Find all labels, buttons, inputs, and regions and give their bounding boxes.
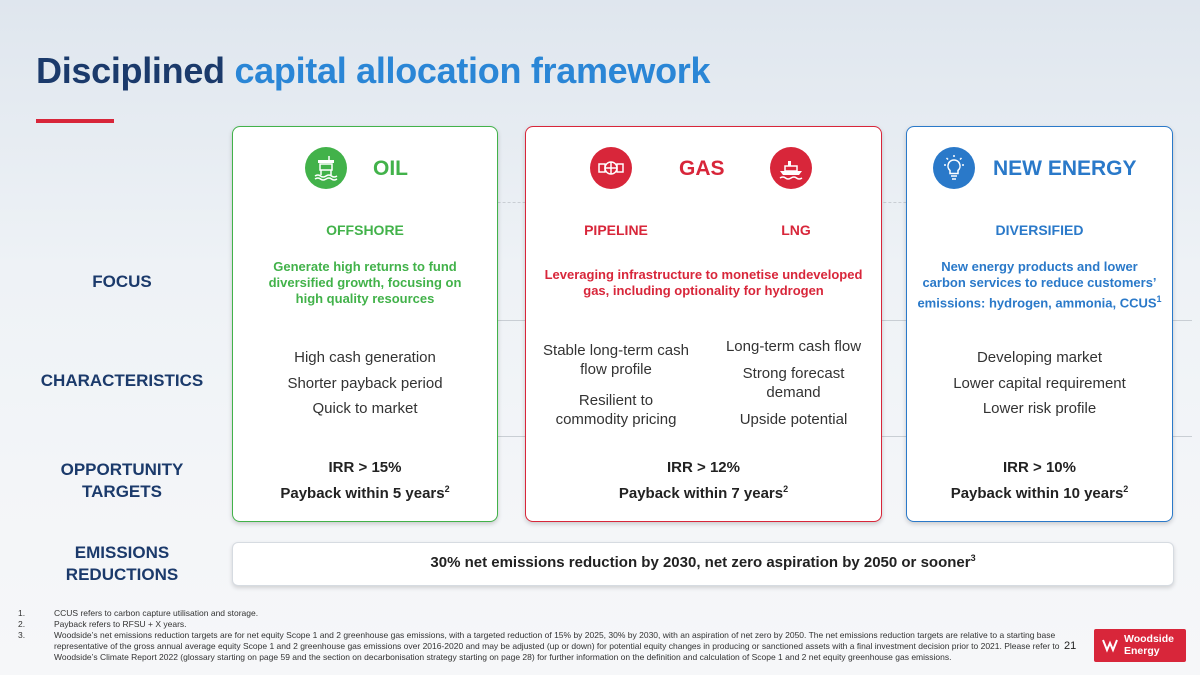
gas-heading: GAS — [679, 157, 725, 180]
row-label-opportunity-targets — [40, 459, 204, 503]
gas-focus-line: gas, including optionality for hydrogen — [583, 283, 824, 298]
footnote-text: Payback refers to RFSU + X years. — [54, 619, 187, 629]
gas-payback — [526, 484, 881, 502]
new-energy-irr: IRR > 10% — [1003, 459, 1076, 476]
new-energy-char-item: Lower risk profile — [982, 400, 1097, 417]
footnote-text: CCUS refers to carbon capture utilisation and storage. — [54, 608, 259, 618]
oil-char-item: Shorter payback period — [287, 374, 443, 392]
emissions-text — [233, 553, 1173, 571]
new-energy-focus-line: carbon services to reduce customers’ — [922, 275, 1157, 290]
row-label-characteristics: CHARACTERISTICS — [40, 371, 204, 390]
emissions-box — [232, 542, 1174, 586]
new-energy-heading: NEW ENERGY — [993, 157, 1137, 180]
row-label-focus: FOCUS — [92, 272, 152, 291]
woodside-mark-icon — [1101, 636, 1119, 654]
oil-sub: OFFSHORE — [326, 222, 404, 238]
oil-heading: OIL — [373, 157, 408, 180]
title-part1: Disciplined — [36, 50, 225, 91]
gas-focus — [526, 267, 881, 299]
gas-characteristics-lng — [706, 337, 881, 429]
lng-ship-icon — [770, 147, 812, 189]
title-part2: capital allocation framework — [234, 50, 711, 91]
footnote-number: 2. — [18, 619, 26, 629]
new-energy-payback-sup: 2 — [1123, 484, 1129, 494]
gas-char-item: flow profile — [580, 361, 652, 378]
gas-payback-sup: 2 — [783, 484, 789, 494]
gas-sub-pipeline: PIPELINE — [584, 222, 648, 238]
row-label-opportunity-line2: TARGETS — [82, 482, 162, 501]
footnote — [18, 619, 1078, 630]
new-energy-characteristics — [907, 345, 1172, 422]
woodside-logo — [1094, 629, 1186, 662]
gas-char-item: Strong forecast — [742, 365, 845, 382]
gas-payback-text: Payback within 7 years — [618, 485, 784, 502]
row-label-emissions-line2: REDUCTIONS — [65, 565, 179, 584]
gas-char-item: commodity pricing — [555, 411, 677, 428]
gas-sub-lng: LNG — [781, 222, 811, 238]
oil-platform-icon — [305, 147, 347, 189]
row-label-opportunity-line1: OPPORTUNITY — [60, 460, 184, 479]
row-label-emissions-line1: EMISSIONS — [74, 543, 170, 562]
title-underline — [36, 119, 114, 123]
emissions-text-body: 30% net emissions reduction by 2030, net zero aspiration by 2050 or sooner — [430, 554, 971, 571]
oil-focus-line: diversified growth, focusing on — [268, 275, 462, 290]
oil-irr: IRR > 15% — [328, 459, 402, 476]
oil-payback — [233, 484, 497, 502]
footnotes — [18, 608, 1078, 663]
new-energy-payback — [907, 484, 1172, 502]
gas-irr: IRR > 12% — [667, 459, 740, 476]
footnote-number: 1. — [18, 608, 26, 618]
oil-payback-text: Payback within 5 years — [280, 485, 445, 502]
new-energy-char-item: Developing market — [976, 349, 1103, 366]
new-energy-focus — [907, 259, 1172, 311]
page-number: 21 — [1064, 640, 1077, 652]
oil-focus — [233, 259, 497, 307]
footnote-text: Woodside’s net emissions reduction targets are for net equity Scope 1 and 2 greenhouse gas emissions, with a targeted reduction of 15% by 2025, 30% by 2030, with an aspiration of net zero by 2050. The net emissions reduction targets are relative to a starting base representative of the gross annual average equity Scope 1 and 2 greenhouse gas emissions over 2016-2020 and may be adjusted (up or down) for potential equity changes in producing or sanctioned assets with a final investment decision prior to 2021. Please refer to Woodside’s Climate Report 2022 (glossary starting on page 59 and the section on decarbonisation strategy starting on page 28) for further information on the definition and calculation of Scope 1 and 2 net equity greenhouse gas emissions. — [54, 630, 1060, 662]
logo-line1: Woodside — [1124, 633, 1174, 645]
gas-char-item: Upside potential — [739, 411, 848, 428]
footnote-number: 3. — [18, 630, 26, 640]
gas-focus-line: Leveraging infrastructure to monetise undeveloped — [544, 267, 863, 282]
oil-payback-sup: 2 — [444, 484, 450, 494]
logo-line2: Energy — [1124, 645, 1160, 657]
footnote — [18, 630, 1078, 663]
new-energy-card — [906, 126, 1173, 522]
pipeline-valve-icon — [590, 147, 632, 189]
lightbulb-icon — [933, 147, 975, 189]
new-energy-sub: DIVERSIFIED — [995, 222, 1084, 238]
gas-char-item: Resilient to — [578, 392, 654, 409]
oil-card — [232, 126, 498, 522]
oil-focus-line: high quality resources — [295, 291, 435, 306]
oil-characteristics — [233, 345, 497, 422]
new-energy-focus-line — [907, 291, 1172, 311]
new-energy-focus-text: emissions: hydrogen, ammonia, CCUS — [917, 295, 1157, 311]
gas-char-item: demand — [766, 384, 821, 401]
gas-card — [525, 126, 882, 522]
page-title — [36, 50, 710, 92]
oil-focus-line: Generate high returns to fund — [273, 259, 457, 274]
gas-characteristics-pipeline — [526, 341, 706, 429]
oil-char-item: Quick to market — [312, 400, 418, 417]
row-label-emissions-reductions — [40, 542, 204, 586]
emissions-sup: 3 — [970, 553, 976, 563]
gas-char-item: Long-term cash flow — [725, 338, 862, 355]
footnote — [18, 608, 1078, 619]
gas-char-item: Stable long-term cash — [543, 342, 689, 359]
new-energy-char-item: Lower capital requirement — [953, 374, 1126, 392]
new-energy-focus-sup: 1 — [1156, 294, 1162, 304]
new-energy-focus-line: New energy products and lower — [941, 259, 1138, 274]
oil-char-item: High cash generation — [294, 349, 436, 366]
new-energy-payback-text: Payback within 10 years — [950, 485, 1124, 502]
logo-text — [1124, 633, 1174, 657]
